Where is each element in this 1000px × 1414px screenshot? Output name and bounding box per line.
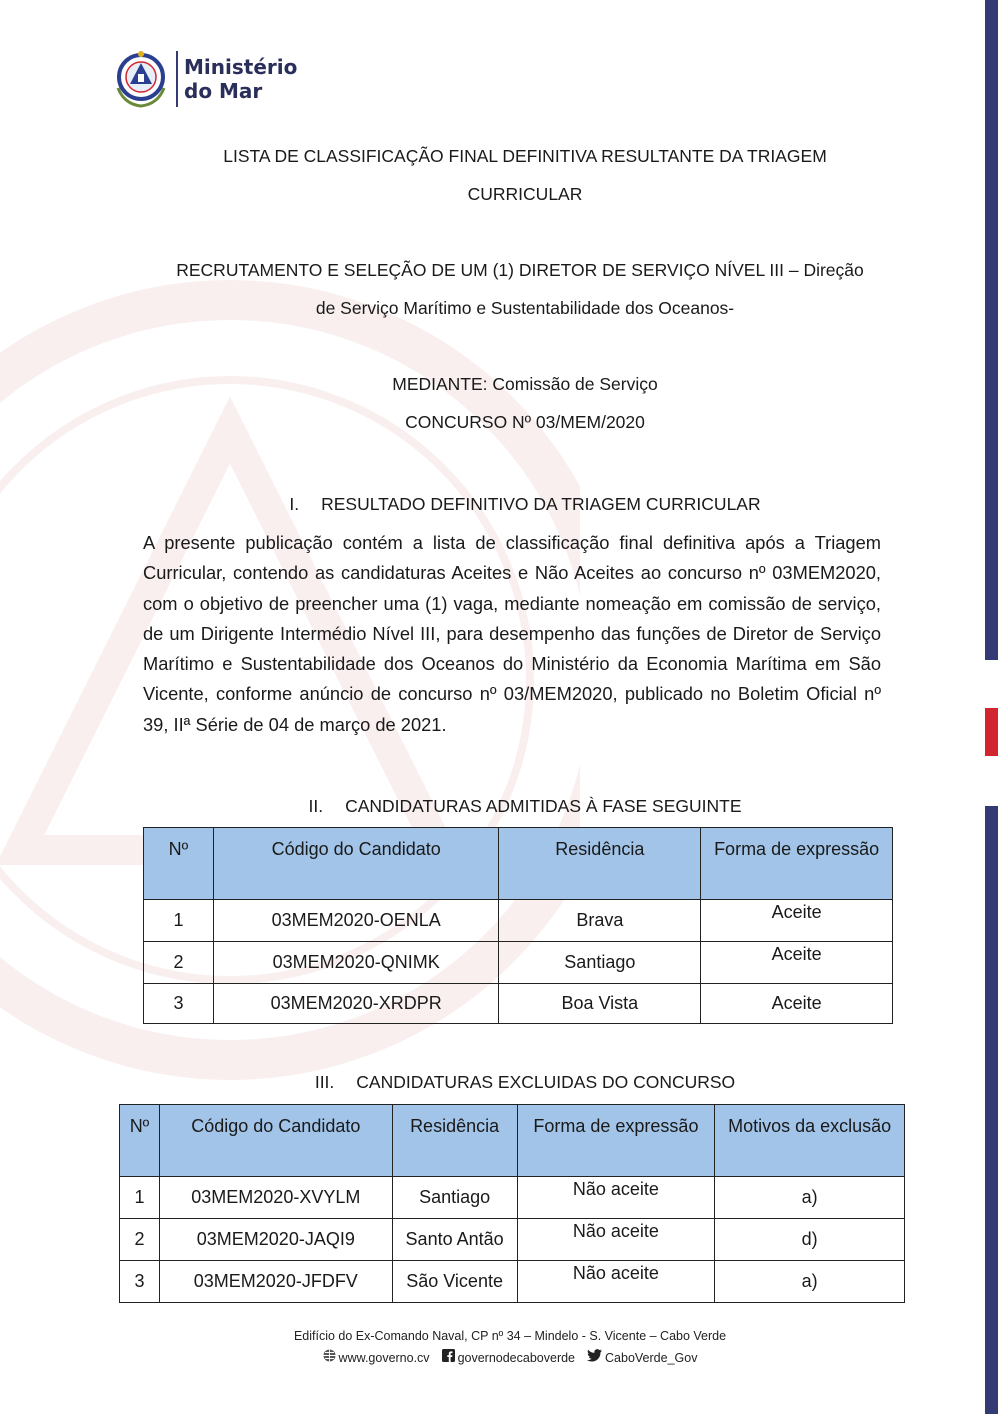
edge-bar-navy-top (985, 0, 998, 660)
section-1-paragraph: A presente publicação contém a lista de classificação final definitiva após a Triagem Curricular, contendo as candidaturas Aceites e Não Aceites ao concurso nº 03MEM2020, com o objetivo de preencher uma (1) vaga, mediante nomeação em comissão de serviço, de um Dirigente Intermédio Nível III, para desempenho das funções de Diretor de Serviço Marítimo e Sustentabilidade dos Oceanos do Ministério da Economia Marítima em São Vicente, conforme anúncio de concurso nº 03/MEM2020, publicado no Boletim Oficial nº 39, IIª Série de 04 de março de 2021. (143, 532, 881, 735)
footer-address: Edifício do Ex-Comando Naval, CP nº 34 – Mindelo - S. Vicente – Cabo Verde (293, 1329, 727, 1343)
cell-expression: Não aceite (517, 1177, 715, 1219)
section-2-title: CANDIDATURAS ADMITIDAS À FASE SEGUINTE (345, 796, 742, 816)
table-header-row (120, 1105, 905, 1177)
cell-reason: a) (715, 1177, 905, 1219)
coat-of-arms-icon (110, 48, 172, 110)
cell-number: 3 (144, 984, 214, 1024)
cell-residence: São Vicente (392, 1261, 517, 1303)
section-3-heading (130, 1072, 920, 1093)
recruitment-line2: de Serviço Marítimo e Sustentabilidade dos Oceanos- (315, 298, 735, 318)
edge-bar-navy-bottom (985, 806, 998, 1414)
table-row (120, 1219, 905, 1261)
cell-expression: Aceite (701, 900, 893, 942)
cell-code: 03MEM2020-XRDPR (213, 984, 499, 1024)
section-1-title: RESULTADO DEFINITIVO DA TRIAGEM CURRICULAR (321, 494, 761, 514)
admitted-candidates-table (143, 827, 893, 1024)
cell-expression: Não aceite (517, 1261, 715, 1303)
cell-reason: d) (715, 1219, 905, 1261)
ministry-logo (110, 48, 297, 110)
recruitment-line1: RECRUTAMENTO E SELEÇÃO DE UM (1) DIRETOR DE SERVIÇO NÍVEL III – Direção (176, 260, 864, 280)
cell-expression: Aceite (701, 984, 893, 1024)
col-header-expression: Forma de expressão (701, 828, 893, 900)
cell-residence: Santiago (499, 942, 701, 984)
twitter-text: CaboVerde_Gov (605, 1351, 698, 1365)
table-row (120, 1177, 905, 1219)
col-header-number: Nº (144, 828, 214, 900)
cell-code: 03MEM2020-QNIMK (213, 942, 499, 984)
document-title-line1: LISTA DE CLASSIFICAÇÃO FINAL DEFINITIVA RESULTANTE DA TRIAGEM (223, 146, 827, 166)
table-row (120, 1261, 905, 1303)
logo-line2: do Mar (184, 79, 263, 103)
website-link[interactable] (323, 1349, 430, 1365)
globe-icon (323, 1349, 336, 1362)
section-2-heading (130, 796, 920, 817)
section-2-number: II. (308, 796, 324, 816)
footer-links (200, 1349, 820, 1365)
cell-residence: Brava (499, 900, 701, 942)
cell-number: 2 (144, 942, 214, 984)
facebook-link[interactable] (442, 1349, 575, 1365)
excluded-candidates-table (119, 1104, 905, 1303)
cell-reason: a) (715, 1261, 905, 1303)
cell-expression: Não aceite (517, 1219, 715, 1261)
table-row (144, 900, 893, 942)
cell-residence: Santo Antão (392, 1219, 517, 1261)
cell-code: 03MEM2020-OENLA (213, 900, 499, 942)
col-header-code: Código do Candidato (159, 1105, 392, 1177)
section-1-number: I. (289, 494, 300, 514)
cell-residence: Santiago (392, 1177, 517, 1219)
col-header-residence: Residência (392, 1105, 517, 1177)
document-title-line2: CURRICULAR (467, 184, 583, 204)
cell-residence: Boa Vista (499, 984, 701, 1024)
logo-text (184, 55, 297, 103)
col-header-expression: Forma de expressão (517, 1105, 715, 1177)
cell-code: 03MEM2020-JFDFV (159, 1261, 392, 1303)
facebook-icon (442, 1349, 455, 1362)
table-row (144, 942, 893, 984)
col-header-residence: Residência (499, 828, 701, 900)
col-header-code: Código do Candidato (213, 828, 499, 900)
col-header-number: Nº (120, 1105, 160, 1177)
logo-divider (176, 51, 178, 107)
section-3-number: III. (314, 1072, 335, 1092)
cell-expression: Aceite (701, 942, 893, 984)
section-1-heading (130, 494, 920, 515)
cell-code: 03MEM2020-JAQI9 (159, 1219, 392, 1261)
cell-code: 03MEM2020-XVYLM (159, 1177, 392, 1219)
mediante-line: MEDIANTE: Comissão de Serviço (392, 374, 658, 394)
cell-number: 1 (120, 1177, 160, 1219)
col-header-reason: Motivos da exclusão (715, 1105, 905, 1177)
concurso-number: CONCURSO Nº 03/MEM/2020 (405, 412, 645, 432)
website-text: www.governo.cv (338, 1351, 430, 1365)
table-row (144, 984, 893, 1024)
twitter-icon (587, 1349, 602, 1362)
cell-number: 3 (120, 1261, 160, 1303)
cell-number: 2 (120, 1219, 160, 1261)
edge-bar-red (985, 708, 998, 756)
twitter-link[interactable] (587, 1349, 697, 1365)
logo-line1: Ministério (184, 55, 298, 79)
section-3-title: CANDIDATURAS EXCLUIDAS DO CONCURSO (356, 1072, 736, 1092)
facebook-text: governodecaboverde (457, 1351, 576, 1365)
cell-number: 1 (144, 900, 214, 942)
table-header-row (144, 828, 893, 900)
